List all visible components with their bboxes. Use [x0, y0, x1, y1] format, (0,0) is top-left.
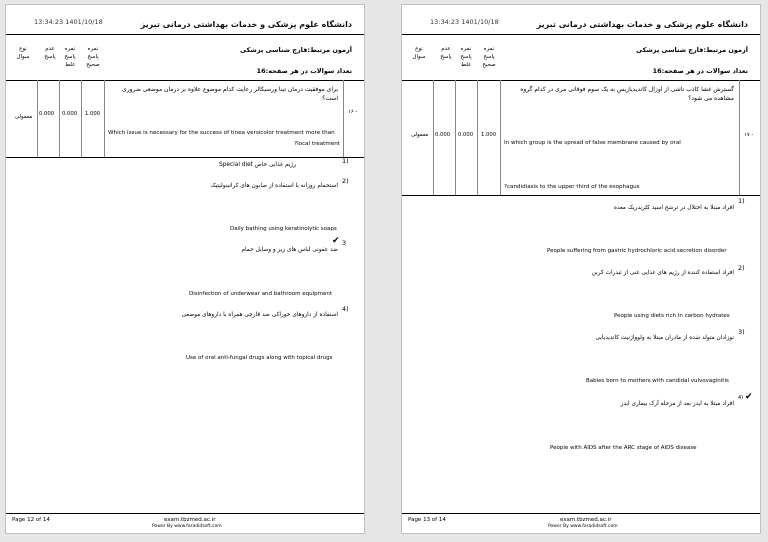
- site-url[interactable]: exam.tbzmed.ac.ir: [560, 517, 612, 523]
- col-divider: [81, 80, 82, 157]
- col-divider: [59, 80, 60, 157]
- question-type: معمولی: [15, 114, 33, 120]
- selected-answer-check-icon: ✔: [745, 392, 753, 402]
- option-number: 1): [738, 197, 745, 205]
- table-bottom-border: [402, 195, 760, 196]
- exam-title: آزمون مرتبط:قارچ شناسی پزشکی: [240, 46, 352, 54]
- col-no-answer-header: عدم پاسخ: [44, 46, 56, 60]
- selected-answer-check-icon: ✔: [332, 236, 340, 246]
- question-type: معمولی: [411, 132, 429, 138]
- option-number: 3): [738, 328, 745, 336]
- powered-by: Power By www.faradidsoft.com: [152, 524, 222, 529]
- questions-per-page: تعداد سوالات در هر صفحه:16: [256, 67, 352, 75]
- col-divider: [433, 80, 434, 195]
- option-4-text-en[interactable]: Use of oral anti-fungal drugs along with topical drugs: [186, 355, 333, 361]
- option-3-text-fa[interactable]: نوزادان متولد شده از مادران مبتلا به ولوواژنیت کاندیدیایی: [595, 335, 734, 341]
- col-type-header: نوع سوال: [412, 46, 426, 60]
- score-correct: 1.000: [481, 132, 497, 138]
- question-text-en-line2: ?candidiasis to the upper third of the esophagus: [504, 184, 640, 190]
- timestamp: 13:34:23 1401/10/18: [430, 18, 499, 26]
- col-divider: [477, 80, 478, 195]
- col-divider: [455, 80, 456, 195]
- footer-divider: [6, 513, 364, 514]
- option-number: 2): [738, 264, 745, 272]
- col-wrong-header: نمره پاسخ غلط: [460, 46, 472, 68]
- header-divider: [6, 34, 364, 35]
- site-url[interactable]: exam.tbzmed.ac.ir: [164, 517, 216, 523]
- option-2-text-en[interactable]: People using diets rich in carbon hydrates: [614, 313, 730, 319]
- score-no-answer: 0.000: [435, 132, 451, 138]
- option-1-text[interactable]: رژیم غذایی خاص Special diet: [219, 162, 296, 168]
- option-1-text-en[interactable]: People suffering from gastric hydrochloric acid secretion disorder: [547, 248, 727, 254]
- option-2-text-fa[interactable]: استحمام روزانه با استفاده از صابون های کراتینولیتیک: [210, 183, 338, 189]
- col-correct-header: نمره پاسخ صحیح: [86, 46, 100, 68]
- col-divider: [500, 80, 501, 195]
- exam-title: آزمون مرتبط:قارچ شناسی پزشکی: [636, 46, 748, 54]
- question-number: ۱۶ -: [348, 109, 358, 115]
- col-correct-header: نمره پاسخ صحیح: [482, 46, 496, 68]
- option-4-text-en[interactable]: People with AIDS after the ARC stage of AIDS disease: [550, 445, 697, 451]
- option-4-text-fa[interactable]: استفاده از داروهای خوراکی ضد قارچی همراه با داروهای موضعی: [181, 312, 338, 318]
- question-number: ۱۷ -: [744, 132, 754, 138]
- table-bottom-border: [6, 157, 364, 158]
- option-number: 4): [738, 395, 744, 401]
- question-text-en-line2: ?local treatment: [294, 141, 340, 147]
- col-divider: [104, 80, 105, 157]
- option-3-text-fa[interactable]: ضد عفونی لباس های زیر و وسایل حمام: [241, 247, 338, 253]
- col-no-answer-header: عدم پاسخ: [440, 46, 452, 60]
- option-2-text-en[interactable]: Daily bathing using keratinolytic soaps: [230, 226, 337, 232]
- header-divider: [402, 34, 760, 35]
- score-correct: 1.000: [85, 111, 101, 117]
- question-text-en-line1: Which issue is necessary for the success of tinea versicolor treatment more than: [108, 130, 335, 136]
- option-number: 4): [342, 305, 349, 313]
- option-number: 3: [342, 239, 347, 247]
- timestamp: 13:34:23 1401/10/18: [34, 18, 103, 26]
- exam-page-12: [5, 4, 365, 534]
- question-text-fa: گسترش غشا کاذب ناشی از اوزال کاندیدیازیس به یک سوم فوقانی مری در کدام گروه مشاهده می شود؟: [520, 86, 734, 102]
- col-type-header: نوع سوال: [16, 46, 30, 60]
- powered-by: Power By www.faradidsoft.com: [548, 524, 618, 529]
- option-2-text-fa[interactable]: افراد استفاده کننده از رژیم های غذایی غنی از ئیدرات کربن: [591, 270, 734, 276]
- col-divider: [37, 80, 38, 157]
- questions-per-page: تعداد سوالات در هر صفحه:16: [652, 67, 748, 75]
- university-title: دانشگاه علوم پزشکی و خدمات بهداشتی درمانی تبریز: [140, 20, 352, 29]
- option-3-text-en[interactable]: Babies born to mothers with candidal vulvovaginitis: [586, 378, 729, 384]
- exam-page-13: [401, 4, 761, 534]
- page-number: Page 13 of 14: [408, 517, 446, 523]
- university-title: دانشگاه علوم پزشکی و خدمات بهداشتی درمانی تبریز: [536, 20, 748, 29]
- page-number: Page 12 of 14: [12, 517, 50, 523]
- option-number: 1): [342, 157, 349, 165]
- col-wrong-header: نمره پاسخ غلط: [64, 46, 76, 68]
- question-text-fa: برای موفقیت درمان تینا ورسیکالر رعایت کدام موضوع علاوه بر درمان موضعی ضروری است؟: [122, 86, 338, 102]
- score-wrong: 0.000: [62, 111, 78, 117]
- score-wrong: 0.000: [458, 132, 474, 138]
- option-1-text-fa[interactable]: افراد مبتلا به اختلال در ترشح اسید کلریدریک معده: [613, 205, 734, 211]
- option-4-text-fa[interactable]: افراد مبتلا به ایدز بعد از مرحله آرک بیماری ایدز: [620, 401, 734, 407]
- score-no-answer: 0.000: [39, 111, 55, 117]
- question-text-en-line1: In which group is the spread of false membrane caused by oral: [504, 140, 681, 146]
- col-divider: [739, 80, 740, 195]
- option-number: 2): [342, 177, 349, 185]
- option-3-text-en[interactable]: Disinfection of underwear and bathroom equipment: [189, 291, 333, 297]
- col-divider: [343, 80, 344, 157]
- footer-divider: [402, 513, 760, 514]
